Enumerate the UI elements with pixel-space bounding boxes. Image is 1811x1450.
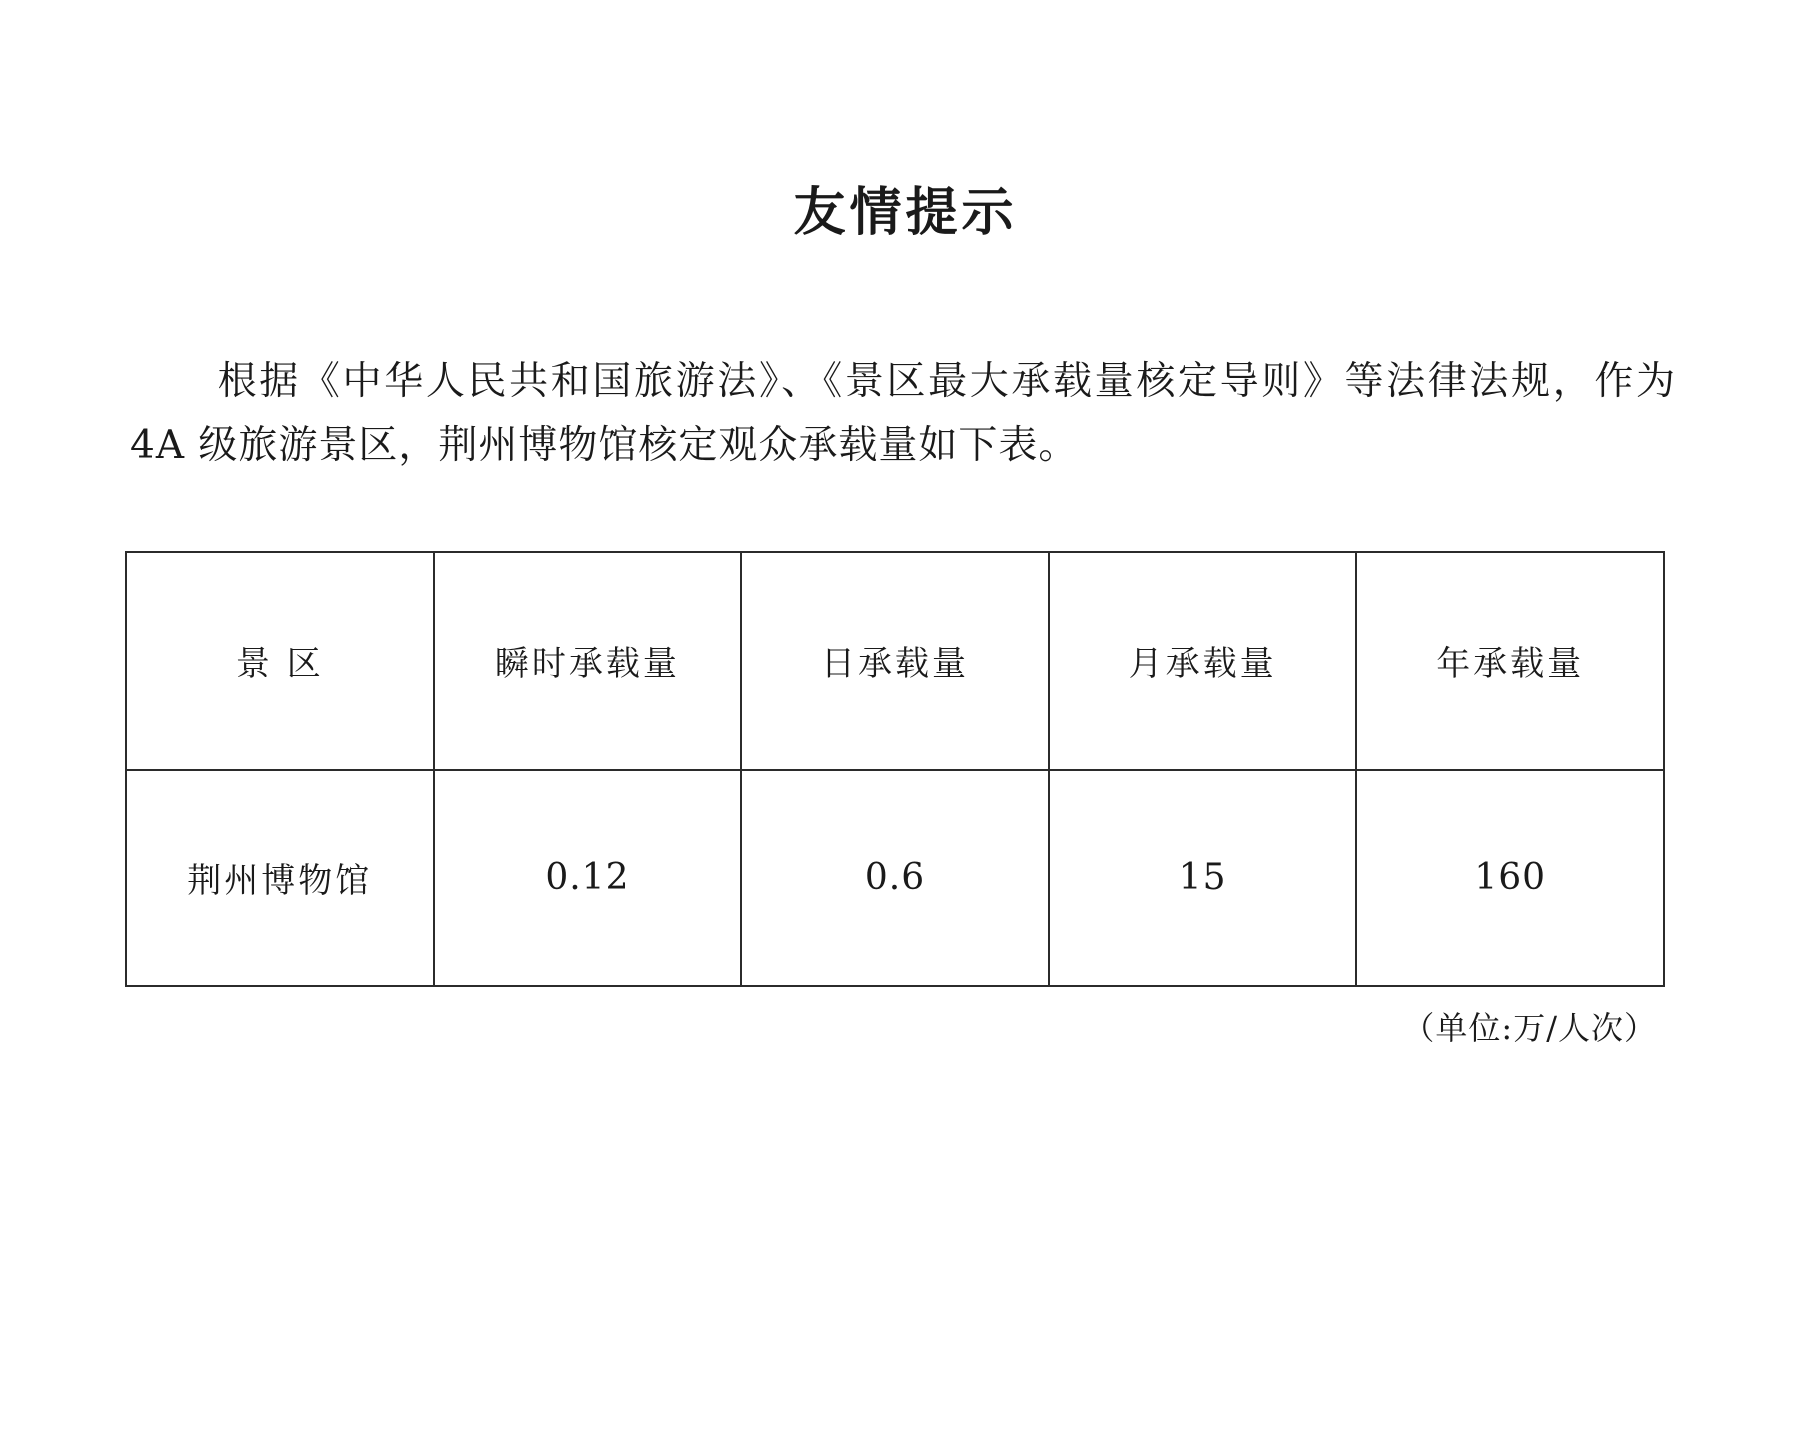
unit-note: （单位:万/人次） [1402,1008,1657,1047]
body-paragraph [125,350,1686,479]
table-cell-scenic-area: 荆州博物馆 [126,770,434,986]
table-header-cell-monthly: 月承载量 [1049,552,1357,770]
page-title: 友情提示 [793,182,1018,243]
paragraph-text: 根据《中华人民共和国旅游法》、《景区最大承载量核定导则》等法律法规，作为 4A 级旅游景区，荆州博物馆核定观众承载量如下表。 [130,359,1676,469]
table-header-row [126,552,1664,770]
table-header-cell-yearly: 年承载量 [1356,552,1664,770]
table-header-cell-daily: 日承载量 [741,552,1049,770]
document-page [0,170,1811,1450]
table-cell-instant: 0.12 [434,770,742,986]
table-header-cell-scenic-area: 景 区 [126,552,434,770]
table-cell-monthly: 15 [1049,770,1357,986]
table-row [126,770,1664,986]
table-cell-yearly: 160 [1356,770,1664,986]
table-cell-daily: 0.6 [741,770,1049,986]
capacity-table [125,551,1665,987]
table-header-cell-instant: 瞬时承载量 [434,552,742,770]
